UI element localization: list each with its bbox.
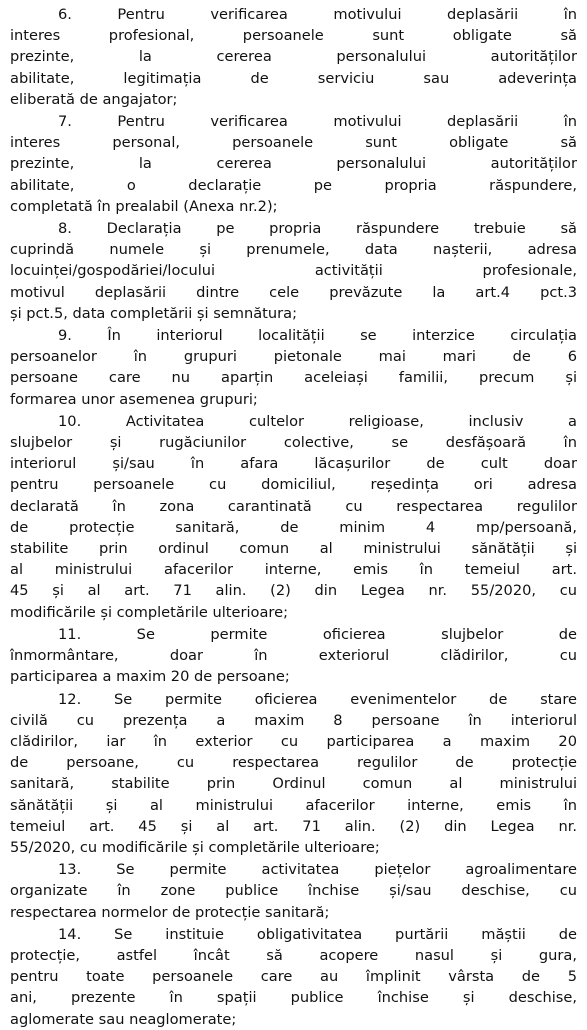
text-line: persoanelor în grupuri pietonale mai mari de 6: [10, 348, 577, 366]
text-line: de protecție sanitară, de minim 4 mp/persoană,: [10, 518, 577, 536]
text-line: 14. Se instituie obligativitatea purtării măștii de: [58, 925, 577, 943]
text-line: pentru toate persoanele care au împlinit vârsta de 5: [10, 968, 577, 986]
text-line: protecție, astfel încât să acopere nasul și gura,: [10, 946, 577, 964]
text-line: 12. Se permite oficierea evenimentelor de stare: [58, 690, 577, 708]
paragraph-14: [10, 924, 577, 1030]
text-line: motivul deplasării dintre cele prevăzute la art.4 pct.3: [10, 283, 577, 301]
text-line: prezinte, la cererea personalului autorităților: [10, 48, 577, 66]
text-line: abilitate, o declarație pe propria răspundere,: [10, 176, 577, 194]
text-line: prezinte, la cererea personalului autorităților: [10, 155, 577, 173]
text-line: interes personal, persoanele sunt obligate să: [10, 134, 577, 152]
text-line: al ministrului afacerilor interne, emis în temeiul art.: [10, 561, 577, 579]
text-line: declarată în zona carantinată cu respectarea regulilor: [10, 497, 577, 515]
text-line: 45 și al art. 71 alin. (2) din Legea nr. 55/2020, cu: [10, 582, 577, 600]
text-line: completată în prealabil (Anexa nr.2);: [10, 197, 278, 215]
text-line: persoane care nu aparțin aceleiași familii, precum și: [10, 369, 577, 387]
paragraph-8: [10, 218, 577, 324]
text-line: slujbelor și rugăciunilor colective, se desfășoară în: [10, 434, 577, 452]
text-line: 10. Activitatea cultelor religioase, inclusiv a: [58, 412, 577, 430]
text-line: 11. Se permite oficierea slujbelor de: [58, 625, 577, 643]
text-line: 8. Declarația pe propria răspundere trebuie să: [58, 220, 577, 238]
text-line: organizate în zone publice închise și/sau deschise, cu: [10, 882, 577, 900]
text-line: înmormântare, doar în exteriorul clădirilor, cu: [10, 647, 577, 665]
paragraph-9: [10, 325, 577, 410]
text-line: modificările și completările ulterioare;: [10, 603, 289, 621]
text-line: și pct.5, data completării și semnătura;: [10, 304, 298, 322]
text-line: interiorul și/sau în afara lăcașurilor de cult doar: [10, 455, 577, 473]
text-line: participarea a maxim 20 de persoane;: [10, 668, 290, 686]
text-line: temeiul art. 45 și al art. 71 alin. (2) din Legea nr.: [10, 817, 577, 835]
paragraph-6: [10, 4, 577, 110]
text-line: pentru persoanele cu domiciliul, reședința ori adresa: [10, 476, 577, 494]
text-line: stabilite prin ordinul comun al ministrului sănătății și: [10, 540, 577, 558]
paragraph-10: [10, 411, 577, 623]
text-line: respectarea normelor de protecție sanitară;: [10, 903, 330, 921]
text-line: cuprindă numele și prenumele, data nașterii, adresa: [10, 241, 577, 259]
text-line: abilitate, legitimația de serviciu sau adeverința: [10, 69, 577, 87]
text-line: locuinței/gospodăriei/locului activității profesionale,: [10, 262, 577, 280]
text-line: 9. În interiorul localității se interzice circulația: [58, 327, 577, 345]
text-line: clădirilor, iar în exterior cu participarea a maxim 20: [10, 732, 577, 750]
text-line: 7. Pentru verificarea motivului deplasării în: [58, 113, 577, 131]
text-line: sanitară, stabilite prin Ordinul comun al ministrului: [10, 775, 577, 793]
paragraph-13: [10, 859, 577, 923]
paragraph-11: [10, 624, 577, 688]
text-line: ani, prezente în spații publice închise și deschise,: [10, 989, 577, 1007]
paragraph-12: [10, 689, 577, 859]
text-line: formarea unor asemenea grupuri;: [10, 390, 258, 408]
text-line: 55/2020, cu modificările și completările ulterioare;: [10, 838, 380, 856]
text-line: aglomerate sau neaglomerate;: [10, 1010, 237, 1028]
text-line: eliberată de angajator;: [10, 90, 178, 108]
text-line: civilă cu prezența a maxim 8 persoane în interiorul: [10, 711, 577, 729]
text-line: 6. Pentru verificarea motivului deplasării în: [58, 6, 577, 23]
paragraph-7: [10, 111, 577, 217]
text-line: sănătății și al ministrului afacerilor interne, emis în: [10, 796, 577, 814]
text-line: interes profesional, persoanele sunt obligate să: [10, 27, 577, 45]
text-line: de persoane, cu respectarea regulilor de protecție: [10, 754, 577, 772]
text-line: 13. Se permite activitatea piețelor agroalimentare: [58, 861, 577, 879]
